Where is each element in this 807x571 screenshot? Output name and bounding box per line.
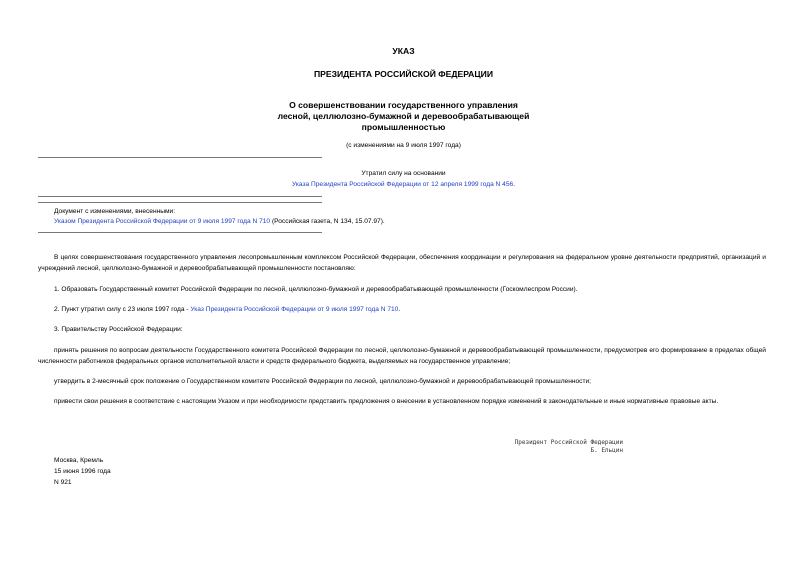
item-2-decree-link[interactable]: Указ Президента Российской Федерации от 9 июля 1997 года N 710 <box>190 306 399 313</box>
item-2-tail: . <box>398 306 401 313</box>
item-3-clause-b: утвердить в 2-месячный срок положение о Государственном комитете Российской Федерации по лесной, целлюлозно-бумажной и деревообрабатывающей промышленности; <box>54 378 591 385</box>
document-subject <box>0 100 807 133</box>
subject-line-1: О совершенствовании государственного управления <box>289 100 518 110</box>
signatory-position: Президент Российской Федерации <box>514 439 623 446</box>
item-3-clause-a: принять решения по вопросам деятельности Государственного комитета Российской Федерации по лесной, целлюлозно-бумажной и деревообрабатывающей промышленности, предусмотрев его формирование в пределах общей численности работников федеральных органов исполнительной власти и средств федерального бюджета, выделяемых на государственное управление; <box>38 347 766 365</box>
intro-paragraph: В целях совершенствования государственного управления лесопромышленным комплексом Российской Федерации, обеспечения координации и регулирования на федеральном уровне деятельности предприятий, организаций и учреждений лесной, целлюлозно-бумажной и деревообрабатывающей промышленности постановляю: <box>38 254 766 272</box>
signatory-name: Б. Ельцин <box>590 447 623 454</box>
signing-date: 15 июня 1996 года <box>54 468 111 475</box>
decree-number: N 921 <box>54 479 72 486</box>
item-2 <box>38 305 766 316</box>
repeal-decree-link[interactable]: Указа Президента Российской Федерации от 12 апреля 1999 года N 456 <box>291 181 514 188</box>
item-3-clause-c: привести свои решения в соответствие с настоящим Указом и при необходимости представить предложения о внесении в установленном порядке изменений в законодательные и иные нормативные правовые акты. <box>54 398 719 405</box>
signing-place: Москва, Кремль <box>54 457 104 464</box>
subject-line-2: лесной, целлюлозно-бумажной и деревообрабатывающей <box>277 111 530 121</box>
changes-label: Документ с изменениями, внесенными: <box>54 208 176 215</box>
status-note: Утратил силу на основании <box>361 170 446 177</box>
status-reference <box>0 181 807 188</box>
divider <box>38 196 322 197</box>
divider <box>38 232 322 233</box>
divider <box>38 202 322 203</box>
amending-decree-link[interactable]: Указом Президента Российской Федерации от 9 июля 1997 года N 710 <box>54 218 271 225</box>
subject-line-3: промышленностью <box>361 122 446 132</box>
issuer: ПРЕЗИДЕНТА РОССИЙСКОЙ ФЕДЕРАЦИИ <box>313 69 494 79</box>
divider <box>38 157 322 158</box>
item-2-text: 2. Пункт утратил силу с 23 июля 1997 года - <box>54 306 191 313</box>
changes-tail: (Российская газета, N 134, 15.07.97). <box>270 218 385 225</box>
changes-reference <box>54 217 385 226</box>
item-3: 3. Правительству Российской Федерации: <box>54 326 183 333</box>
item-1: 1. Образовать Государственный комитет Российской Федерации по лесной, целлюлозно-бумажной и деревообрабатывающей промышленности (Госкомлеспром России). <box>54 286 578 293</box>
amendments-note: (с изменениями на 9 июля 1997 года) <box>346 142 461 149</box>
document-type: УКАЗ <box>392 46 415 56</box>
status-tail: . <box>513 181 516 188</box>
